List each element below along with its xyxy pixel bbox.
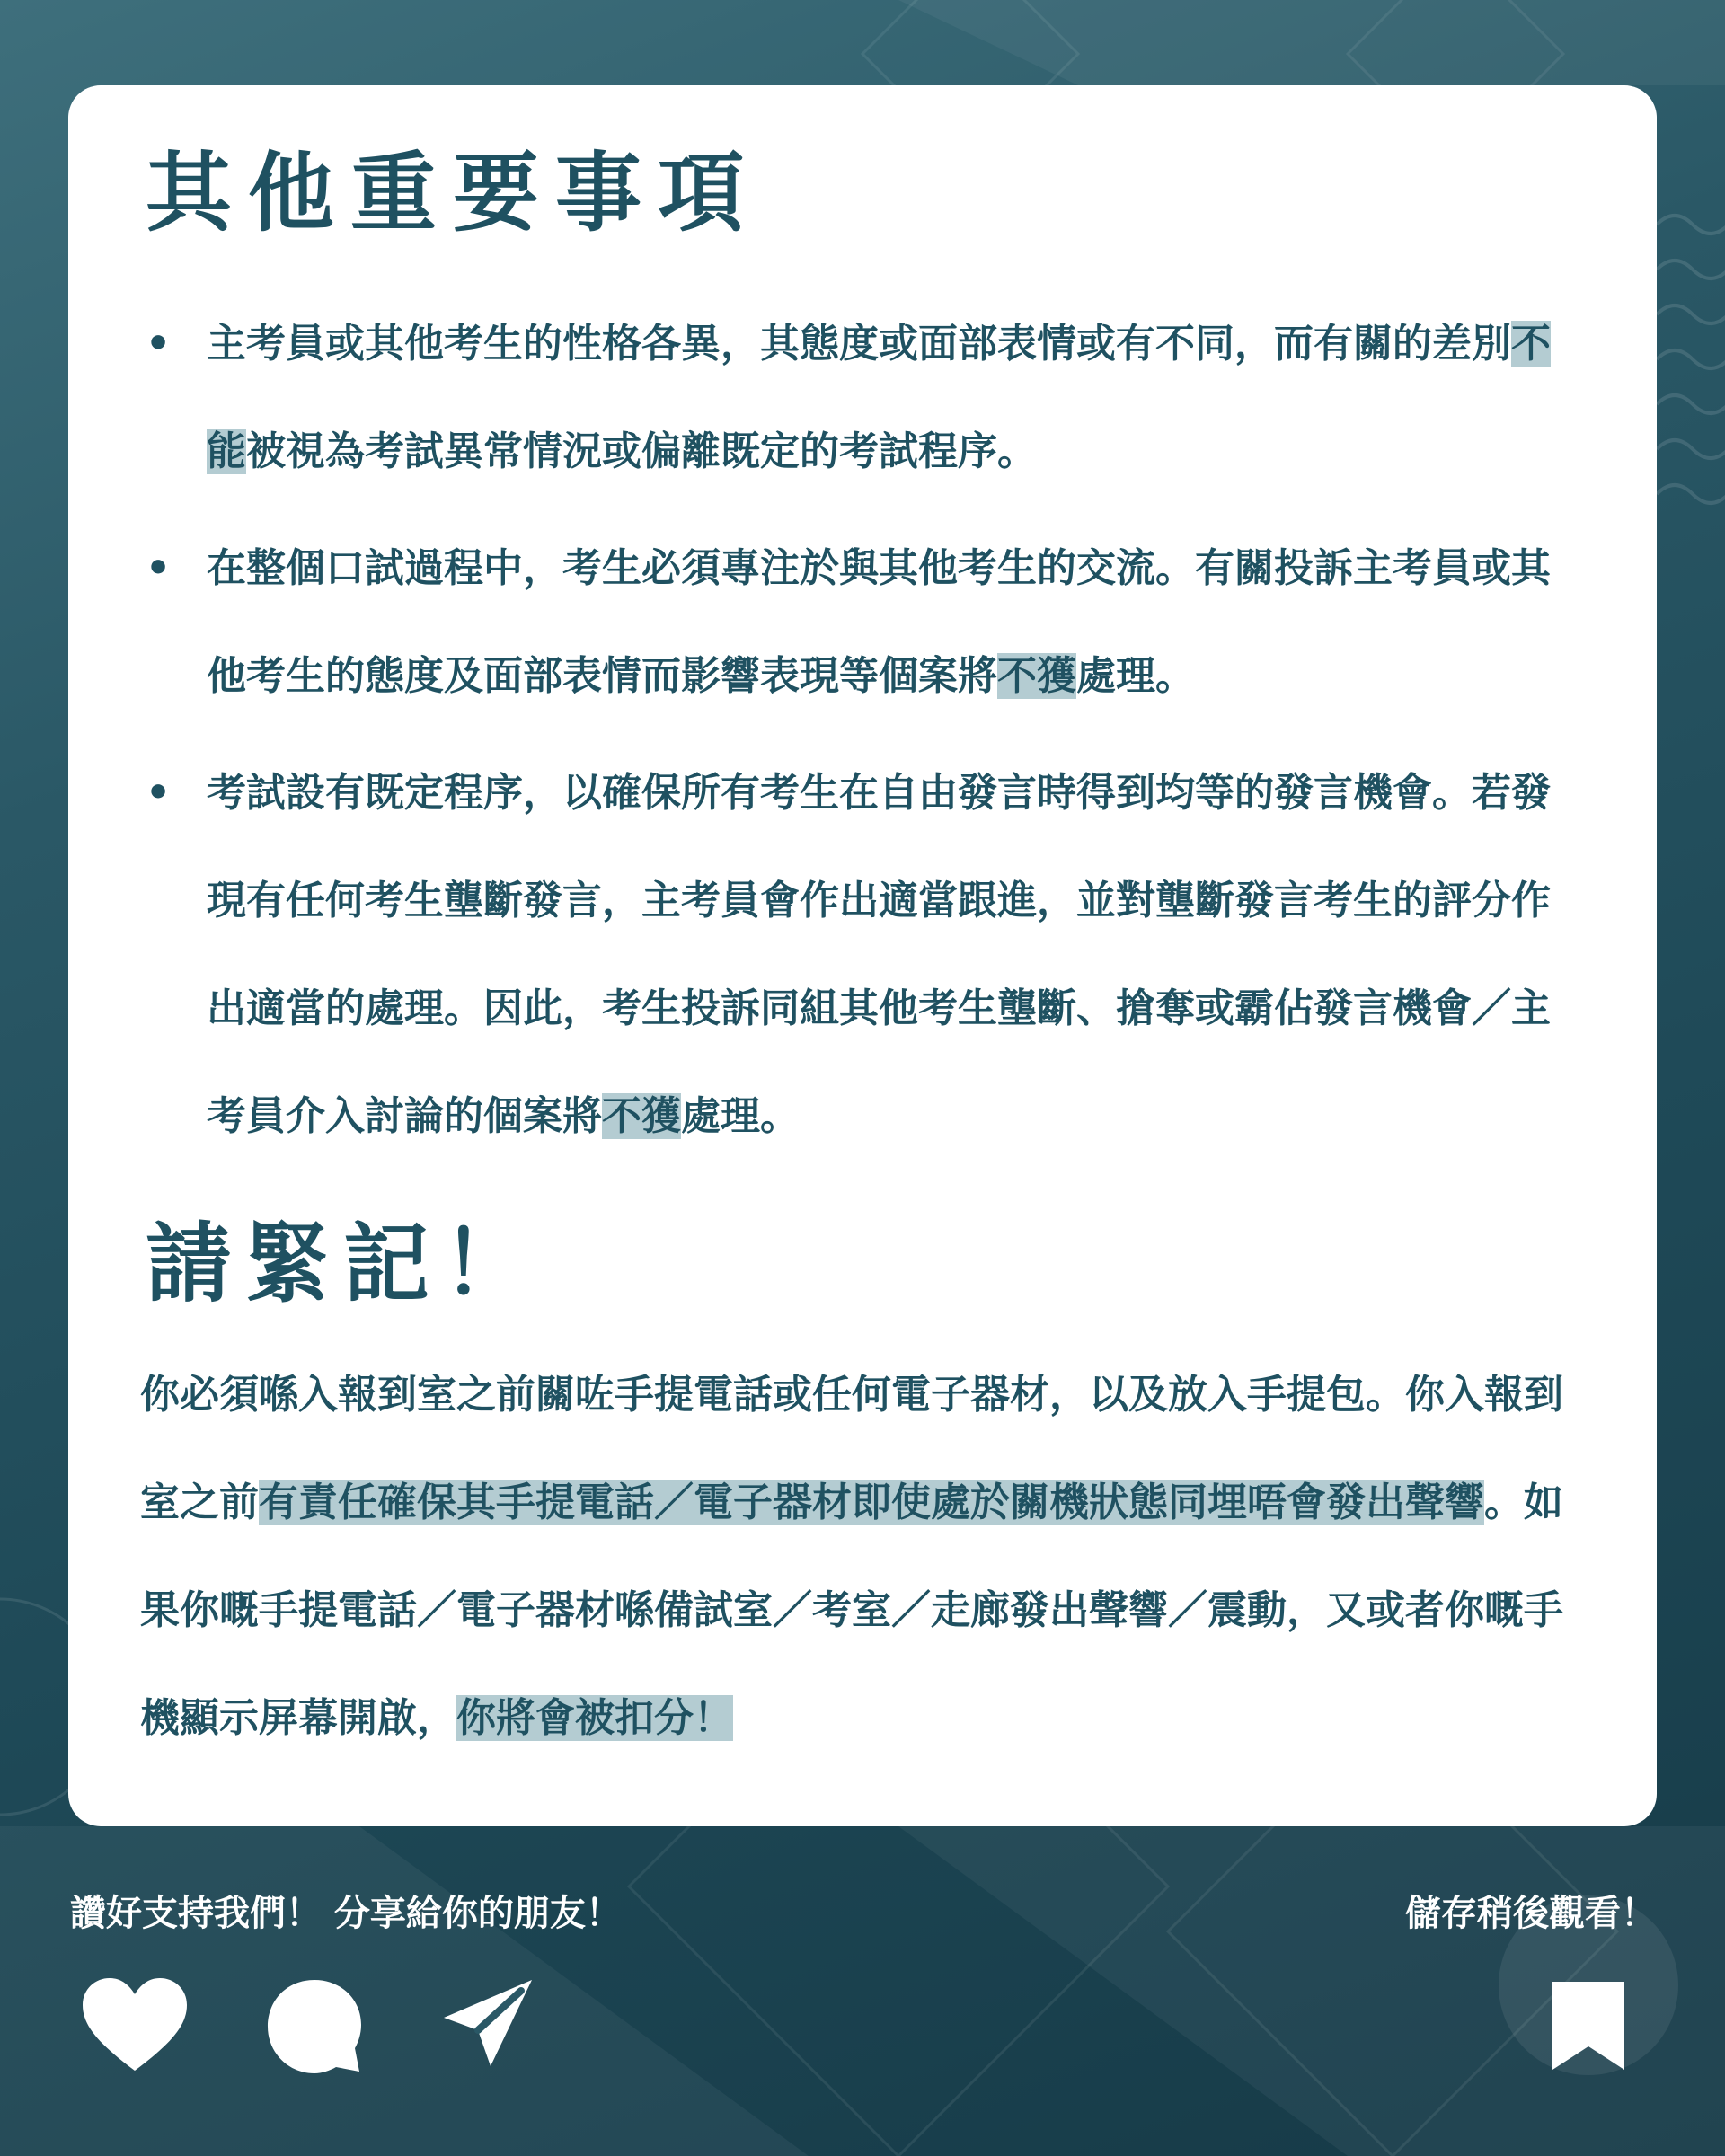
- heart-icon[interactable]: [81, 1976, 189, 2075]
- bookmark-icon[interactable]: [1549, 1978, 1628, 2073]
- list-item: [140, 515, 1585, 730]
- highlight-text: 你將會被扣分！: [456, 1695, 733, 1741]
- paragraph-text: 。如果你嘅手提電話／電子器材喺備試室／考室／走廊發出聲響／震動，又或者你嘅手機顯示屏幕開啟，: [140, 1480, 1563, 1741]
- share-icon[interactable]: [440, 1976, 535, 2072]
- item-text: 主考員或其他考生的性格各異，其態度或面部表情或有不同，而有關的差別: [207, 321, 1511, 367]
- item-text: 處理。: [681, 1093, 800, 1139]
- remember-paragraph: [140, 1341, 1585, 1772]
- highlight-text: 有責任確保其手提電話／電子器材即使處於關機狀態同埋唔會發出聲響: [259, 1480, 1484, 1525]
- bullet-icon: •: [145, 770, 172, 816]
- comment-icon[interactable]: [264, 1976, 365, 2077]
- content-card: [68, 85, 1657, 1826]
- item-text: 被視為考試異常情況或偏離既定的考試程序。: [246, 429, 1037, 474]
- paragraph-text: 你必須喺入報到室之前關咗手提電話或任何電子器材，以及放入手提包。你入報到室之前: [140, 1372, 1563, 1525]
- highlight-text: 不能: [207, 321, 1551, 474]
- bullet-icon: •: [145, 545, 172, 591]
- list-item: [140, 739, 1585, 1171]
- save-caption: 儲存稍後觀看！: [1405, 1893, 1657, 1934]
- item-text: 考試設有既定程序，以確保所有考生在自由發言時得到均等的發言機會。若發現有任何考生壟斷發言，主考員會作出適當跟進，並對壟斷發言考生的評分作出適當的處理。因此，考生投訴同組其他考生壟斷、搶奪或霸佔發言機會／主考員介入討論的個案將: [207, 770, 1551, 1139]
- highlight-text: 不獲: [997, 653, 1076, 699]
- item-text: 處理。: [1076, 653, 1195, 699]
- bullet-icon: •: [145, 321, 172, 367]
- highlight-text: 不獲: [602, 1093, 681, 1139]
- list-item: [140, 290, 1585, 506]
- section-title: 其他重要事項: [146, 143, 760, 243]
- remember-title: 請緊記！: [146, 1214, 541, 1314]
- item-text: 在整個口試過程中，考生必須專注於與其他考生的交流。有關投訴主考員或其他考生的態度及面部表情而影響表現等個案將: [207, 545, 1551, 699]
- notes-list: [140, 290, 1585, 1171]
- like-share-caption: 讚好支持我們！ 分享給你的朋友！: [70, 1893, 622, 1934]
